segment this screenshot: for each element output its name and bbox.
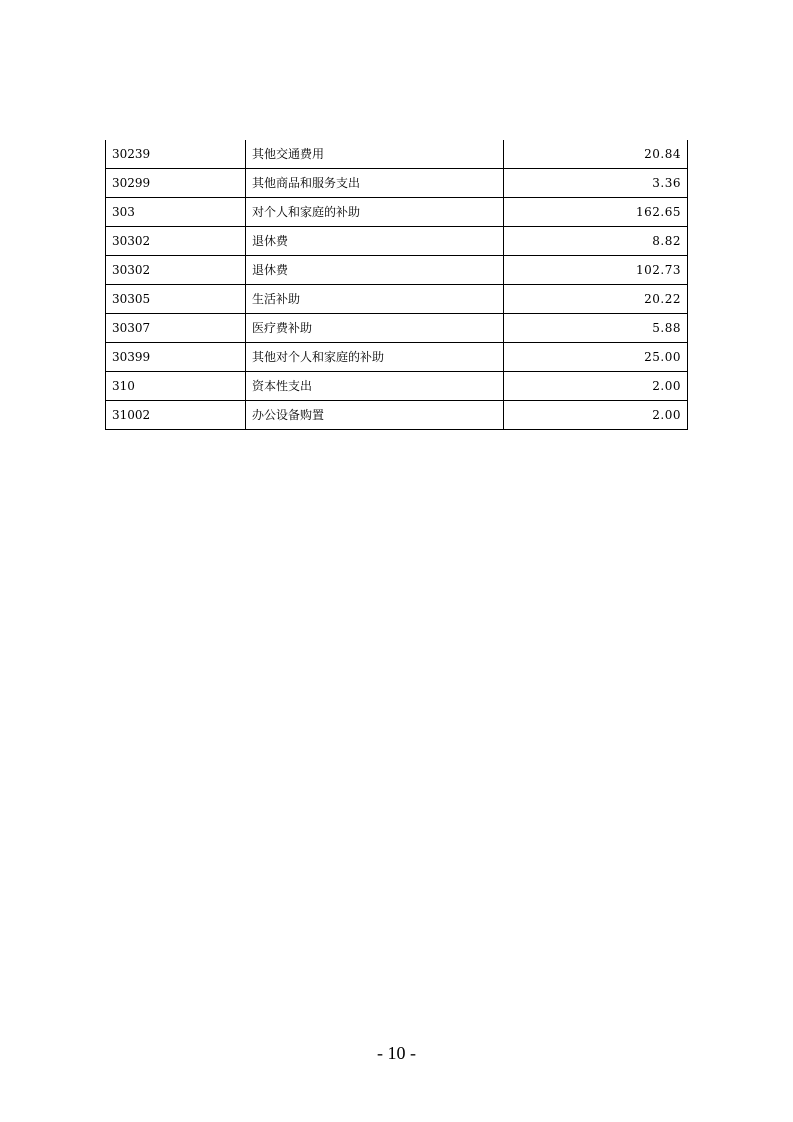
- row-code: 303: [106, 198, 246, 227]
- row-name: 退休费: [246, 256, 504, 285]
- row-name: 其他商品和服务支出: [246, 169, 504, 198]
- table-row: [106, 372, 688, 401]
- table-row: [106, 343, 688, 372]
- row-name: 退休费: [246, 227, 504, 256]
- row-amount: 20.22: [504, 285, 688, 314]
- row-amount: 25.00: [504, 343, 688, 372]
- row-code: 30239: [106, 140, 246, 169]
- row-code: 30302: [106, 256, 246, 285]
- row-code: 310: [106, 372, 246, 401]
- page-number: - 10 -: [377, 1043, 416, 1063]
- row-amount: 2.00: [504, 401, 688, 430]
- row-code: 30302: [106, 227, 246, 256]
- expenditure-table: [105, 140, 688, 430]
- row-code: 30399: [106, 343, 246, 372]
- row-name: 对个人和家庭的补助: [246, 198, 504, 227]
- row-amount: 20.84: [504, 140, 688, 169]
- table-row: [106, 285, 688, 314]
- row-name: 资本性支出: [246, 372, 504, 401]
- table-row: [106, 140, 688, 169]
- row-amount: 102.73: [504, 256, 688, 285]
- row-name: 医疗费补助: [246, 314, 504, 343]
- row-name: 其他交通费用: [246, 140, 504, 169]
- row-amount: 3.36: [504, 169, 688, 198]
- row-name: 办公设备购置: [246, 401, 504, 430]
- row-amount: 2.00: [504, 372, 688, 401]
- row-name: 生活补助: [246, 285, 504, 314]
- table-row: [106, 198, 688, 227]
- table-row: [106, 401, 688, 430]
- row-code: 30307: [106, 314, 246, 343]
- row-amount: 162.65: [504, 198, 688, 227]
- row-amount: 5.88: [504, 314, 688, 343]
- table-row: [106, 227, 688, 256]
- row-code: 30305: [106, 285, 246, 314]
- table-body: [106, 140, 688, 430]
- table-row: [106, 314, 688, 343]
- row-name: 其他对个人和家庭的补助: [246, 343, 504, 372]
- table-row: [106, 256, 688, 285]
- row-amount: 8.82: [504, 227, 688, 256]
- table-row: [106, 169, 688, 198]
- row-code: 31002: [106, 401, 246, 430]
- row-code: 30299: [106, 169, 246, 198]
